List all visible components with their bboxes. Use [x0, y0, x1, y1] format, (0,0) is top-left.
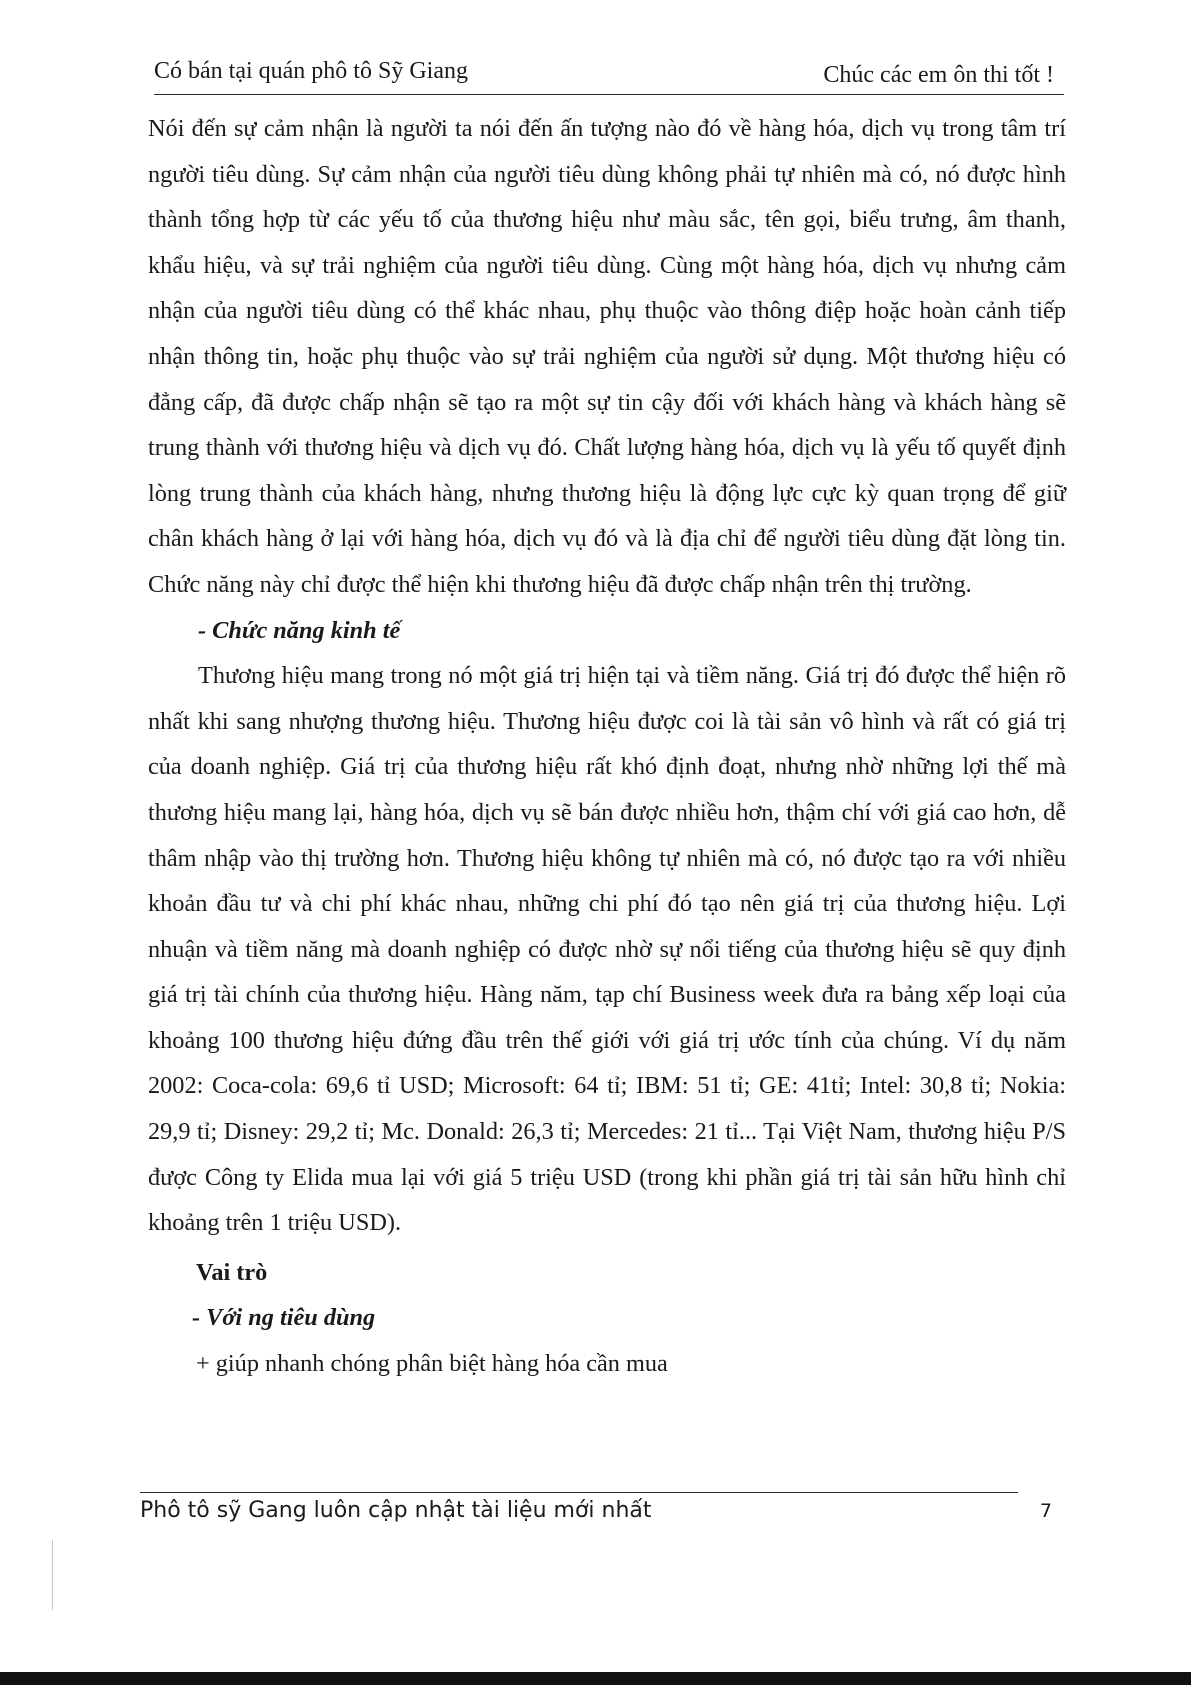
page-body [148, 106, 1066, 1387]
footer-text: Phô tô sỹ Gang luôn cập nhật tài liệu mới nhất [140, 1498, 652, 1523]
heading-economic-function: - Chức năng kinh tế [198, 616, 401, 644]
scan-margin-mark [52, 1540, 53, 1610]
bullet-item: + giúp nhanh chóng phân biệt hàng hóa cần mua [196, 1350, 668, 1378]
header-left-text: Có bán tại quán phô tô Sỹ Giang [154, 58, 468, 84]
paragraph-economic: Thương hiệu mang trong nó một giá trị hiện tại và tiềm năng. Giá trị đó được thể hiện rõ nhất khi sang nhượng thương hiệu. Thương hiệu được coi là tài sản vô hình và rất có giá trị của doanh nghiệp. Giá trị của thương hiệu rất khó định đoạt, nhưng nhờ những lợi thế mà thương hiệu mang lại, hàng hóa, dịch vụ sẽ bán được nhiều hơn, thậm chí với giá cao hơn, dễ thâm nhập vào thị trường hơn. Thương hiệu không tự nhiên mà có, nó được tạo ra với nhiều khoản đầu tư và chi phí khác nhau, những chi phí đó tạo nên giá trị của thương hiệu. Lợi nhuận và tiềm năng mà doanh nghiệp có được nhờ sự nổi tiếng của thương hiệu sẽ quy định giá trị tài chính của thương hiệu. Hàng năm, tạp chí Business week đưa ra bảng xếp loại của khoảng 100 thương hiệu đứng đầu trên thế giới với giá trị ước tính của chúng. Ví dụ năm 2002: Coca-cola: 69,6 tỉ USD; Microsoft: 64 tỉ; IBM: 51 tỉ; GE: 41tỉ; Intel: 30,8 tỉ; Nokia: 29,9 tỉ; Disney: 29,2 tỉ; Mc. Donald: 26,3 tỉ; Mercedes: 21 tỉ... Tại Việt Nam, thương hiệu P/S được Công ty Elida mua lại với giá 5 triệu USD (trong khi phần giá trị tài sản hữu hình chỉ khoảng trên 1 triệu USD). [148, 662, 1066, 1237]
scan-bottom-edge [0, 1672, 1191, 1685]
paragraph-perception: Nói đến sự cảm nhận là người ta nói đến ấn tượng nào đó về hàng hóa, dịch vụ trong tâm trí người tiêu dùng. Sự cảm nhận của người tiêu dùng không phải tự nhiên mà có, nó được hình thành tổng hợp từ các yếu tố của thương hiệu như màu sắc, tên gọi, biểu trưng, âm thanh, khẩu hiệu, và sự trải nghiệm của người tiêu dùng. Cùng một hàng hóa, dịch vụ nhưng cảm nhận của người tiêu dùng có thể khác nhau, phụ thuộc vào thông điệp hoặc hoàn cảnh tiếp nhận thông tin, hoặc phụ thuộc vào sự trải nghiệm của người sử dụng. Một thương hiệu có đẳng cấp, đã được chấp nhận sẽ tạo ra một sự tin cậy đối với khách hàng và khách hàng sẽ trung thành với thương hiệu và dịch vụ đó. Chất lượng hàng hóa, dịch vụ là yếu tố quyết định lòng trung thành của khách hàng, nhưng thương hiệu là động lực cực kỳ quan trọng để giữ chân khách hàng ở lại với hàng hóa, dịch vụ đó và là địa chỉ để người tiêu dùng đặt lòng tin. Chức năng này chỉ được thể hiện khi thương hiệu đã được chấp nhận trên thị trường. [148, 115, 1066, 598]
page-header [154, 52, 1064, 95]
page-footer [140, 1492, 1052, 1529]
header-right-text: Chúc các em ôn thi tốt ! [823, 62, 1054, 88]
heading-consumer: - Với ng tiêu dùng [192, 1304, 376, 1332]
page-number: 7 [1039, 1500, 1052, 1522]
heading-role: Vai trò [196, 1258, 268, 1286]
